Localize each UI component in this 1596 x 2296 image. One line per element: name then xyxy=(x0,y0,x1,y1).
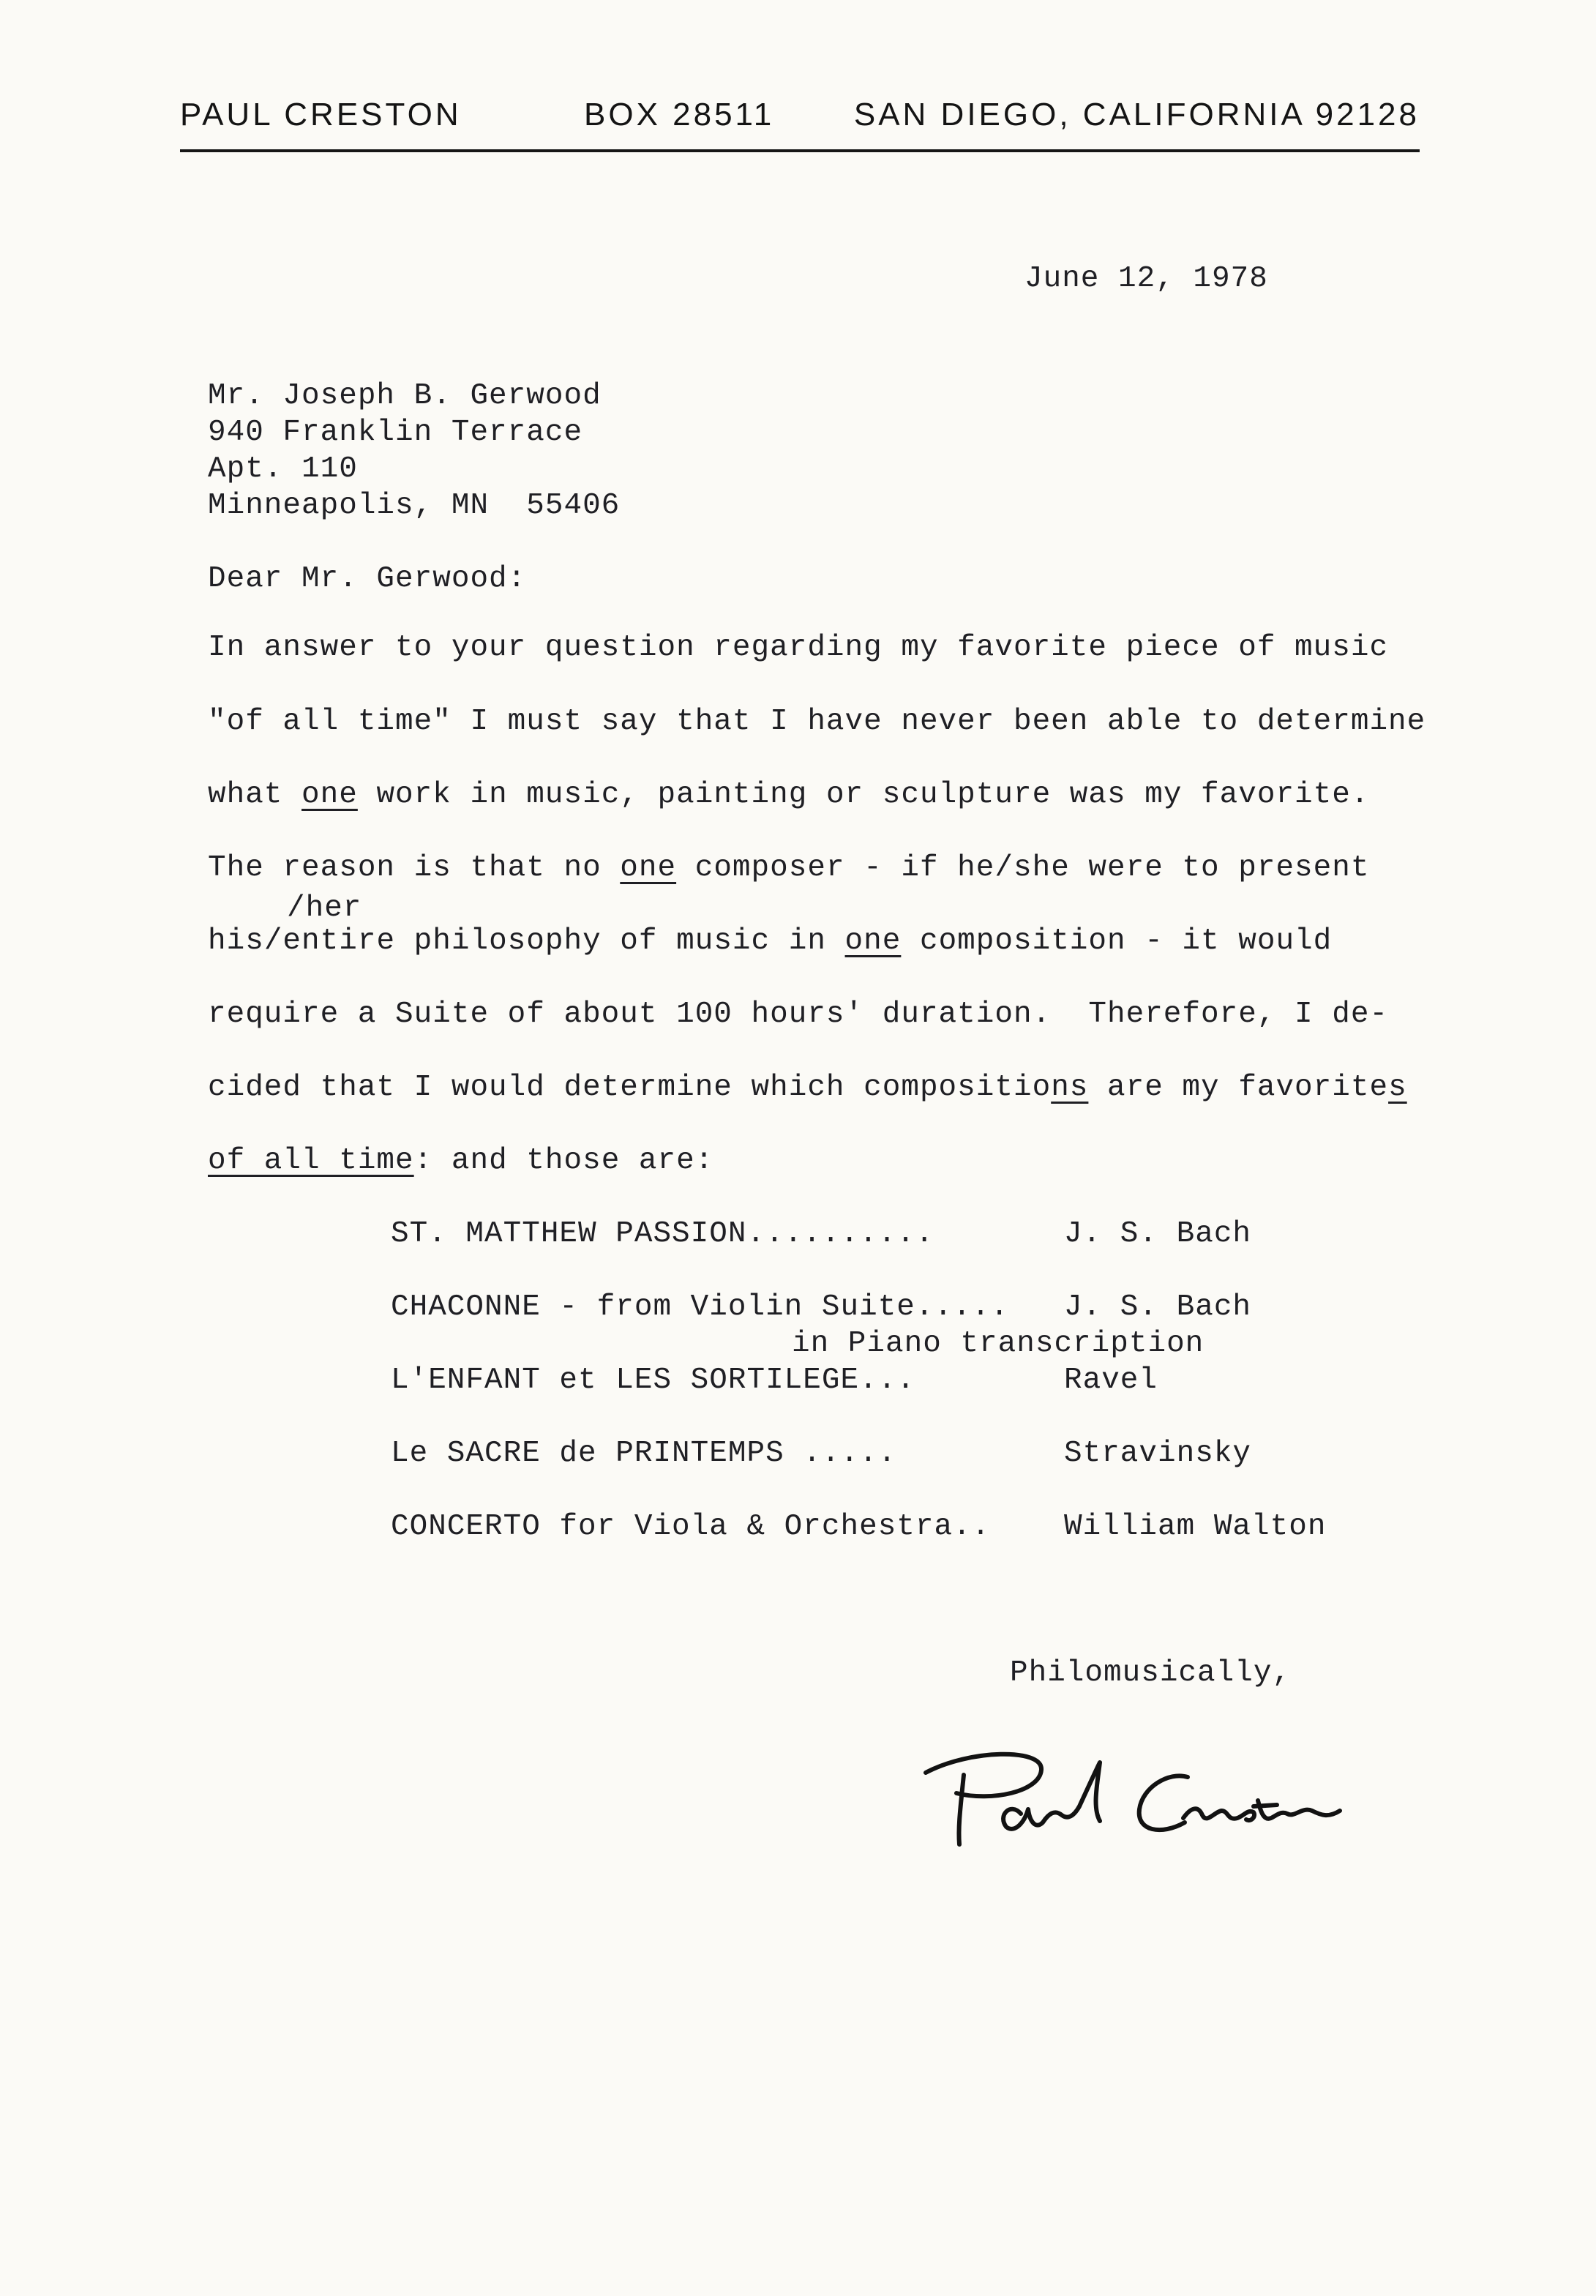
favorite-composer: William Walton xyxy=(1064,1510,1327,1544)
body-text: his xyxy=(208,924,264,958)
correction-mark: / xyxy=(263,924,283,958)
body-line-2: "of all time" I must say that I have never been able to determine xyxy=(208,705,1426,738)
favorite-work: L'ENFANT et LES SORTILEGE... xyxy=(391,1364,915,1397)
handwritten-insertion: /her xyxy=(287,891,362,925)
recipient-street: 940 Franklin Terrace xyxy=(208,416,583,449)
underlined-word: one xyxy=(620,851,677,885)
favorite-composer: J. S. Bach xyxy=(1064,1290,1252,1324)
recipient-apt: Apt. 110 xyxy=(208,452,358,486)
body-text: : and those are: xyxy=(413,1144,714,1178)
signature-image xyxy=(911,1735,1409,1859)
underlined-word: of all time xyxy=(208,1144,414,1178)
letter-date: June 12, 1978 xyxy=(1024,262,1268,296)
body-line-5 xyxy=(208,924,1332,958)
letterhead-name: PAUL CRESTON xyxy=(180,97,462,132)
body-text: are my favorite xyxy=(1088,1071,1389,1104)
body-text: entire philosophy of music in xyxy=(282,924,845,958)
body-text: composition - it would xyxy=(901,924,1333,958)
favorite-work: Le SACRE de PRINTEMPS ..... xyxy=(391,1437,897,1470)
letterhead-address: SAN DIEGO, CALIFORNIA 92128 xyxy=(853,97,1420,132)
body-line-1: In answer to your question regarding my favorite piece of music xyxy=(208,631,1389,665)
body-line-6: require a Suite of about 100 hours' duration. Therefore, I de- xyxy=(208,998,1389,1031)
body-text: cided that I would determine which compositio xyxy=(208,1071,1052,1104)
salutation: Dear Mr. Gerwood: xyxy=(208,562,527,596)
body-text: work in music, painting or sculpture was my favorite. xyxy=(357,778,1370,812)
favorite-composer: Ravel xyxy=(1064,1364,1158,1397)
favorite-composer: Stravinsky xyxy=(1064,1437,1252,1470)
recipient-city: Minneapolis, MN 55406 xyxy=(208,489,621,523)
letterhead-rule xyxy=(180,149,1420,152)
favorite-note: in Piano transcription xyxy=(792,1327,1205,1361)
letterhead-box: BOX 28511 xyxy=(584,97,775,132)
favorite-work: CHACONNE - from Violin Suite..... xyxy=(391,1290,1009,1324)
body-line-8 xyxy=(208,1144,713,1178)
underlined-word: one xyxy=(301,778,358,812)
body-line-3 xyxy=(208,778,1369,812)
body-text: composer - if he/she were to present xyxy=(676,851,1370,885)
underlined-word: one xyxy=(844,924,902,958)
body-text: what xyxy=(208,778,302,812)
body-text: The reason is that no xyxy=(208,851,621,885)
body-line-7 xyxy=(208,1071,1407,1104)
body-line-4 xyxy=(208,851,1369,885)
underlined-word: ns xyxy=(1051,1071,1089,1104)
favorite-work: CONCERTO for Viola & Orchestra.. xyxy=(391,1510,991,1544)
favorite-work: ST. MATTHEW PASSION.......... xyxy=(391,1217,934,1251)
favorite-composer: J. S. Bach xyxy=(1064,1217,1252,1251)
underlined-word: s xyxy=(1388,1071,1407,1104)
closing: Philomusically, xyxy=(1010,1656,1292,1690)
recipient-name: Mr. Joseph B. Gerwood xyxy=(208,379,602,413)
